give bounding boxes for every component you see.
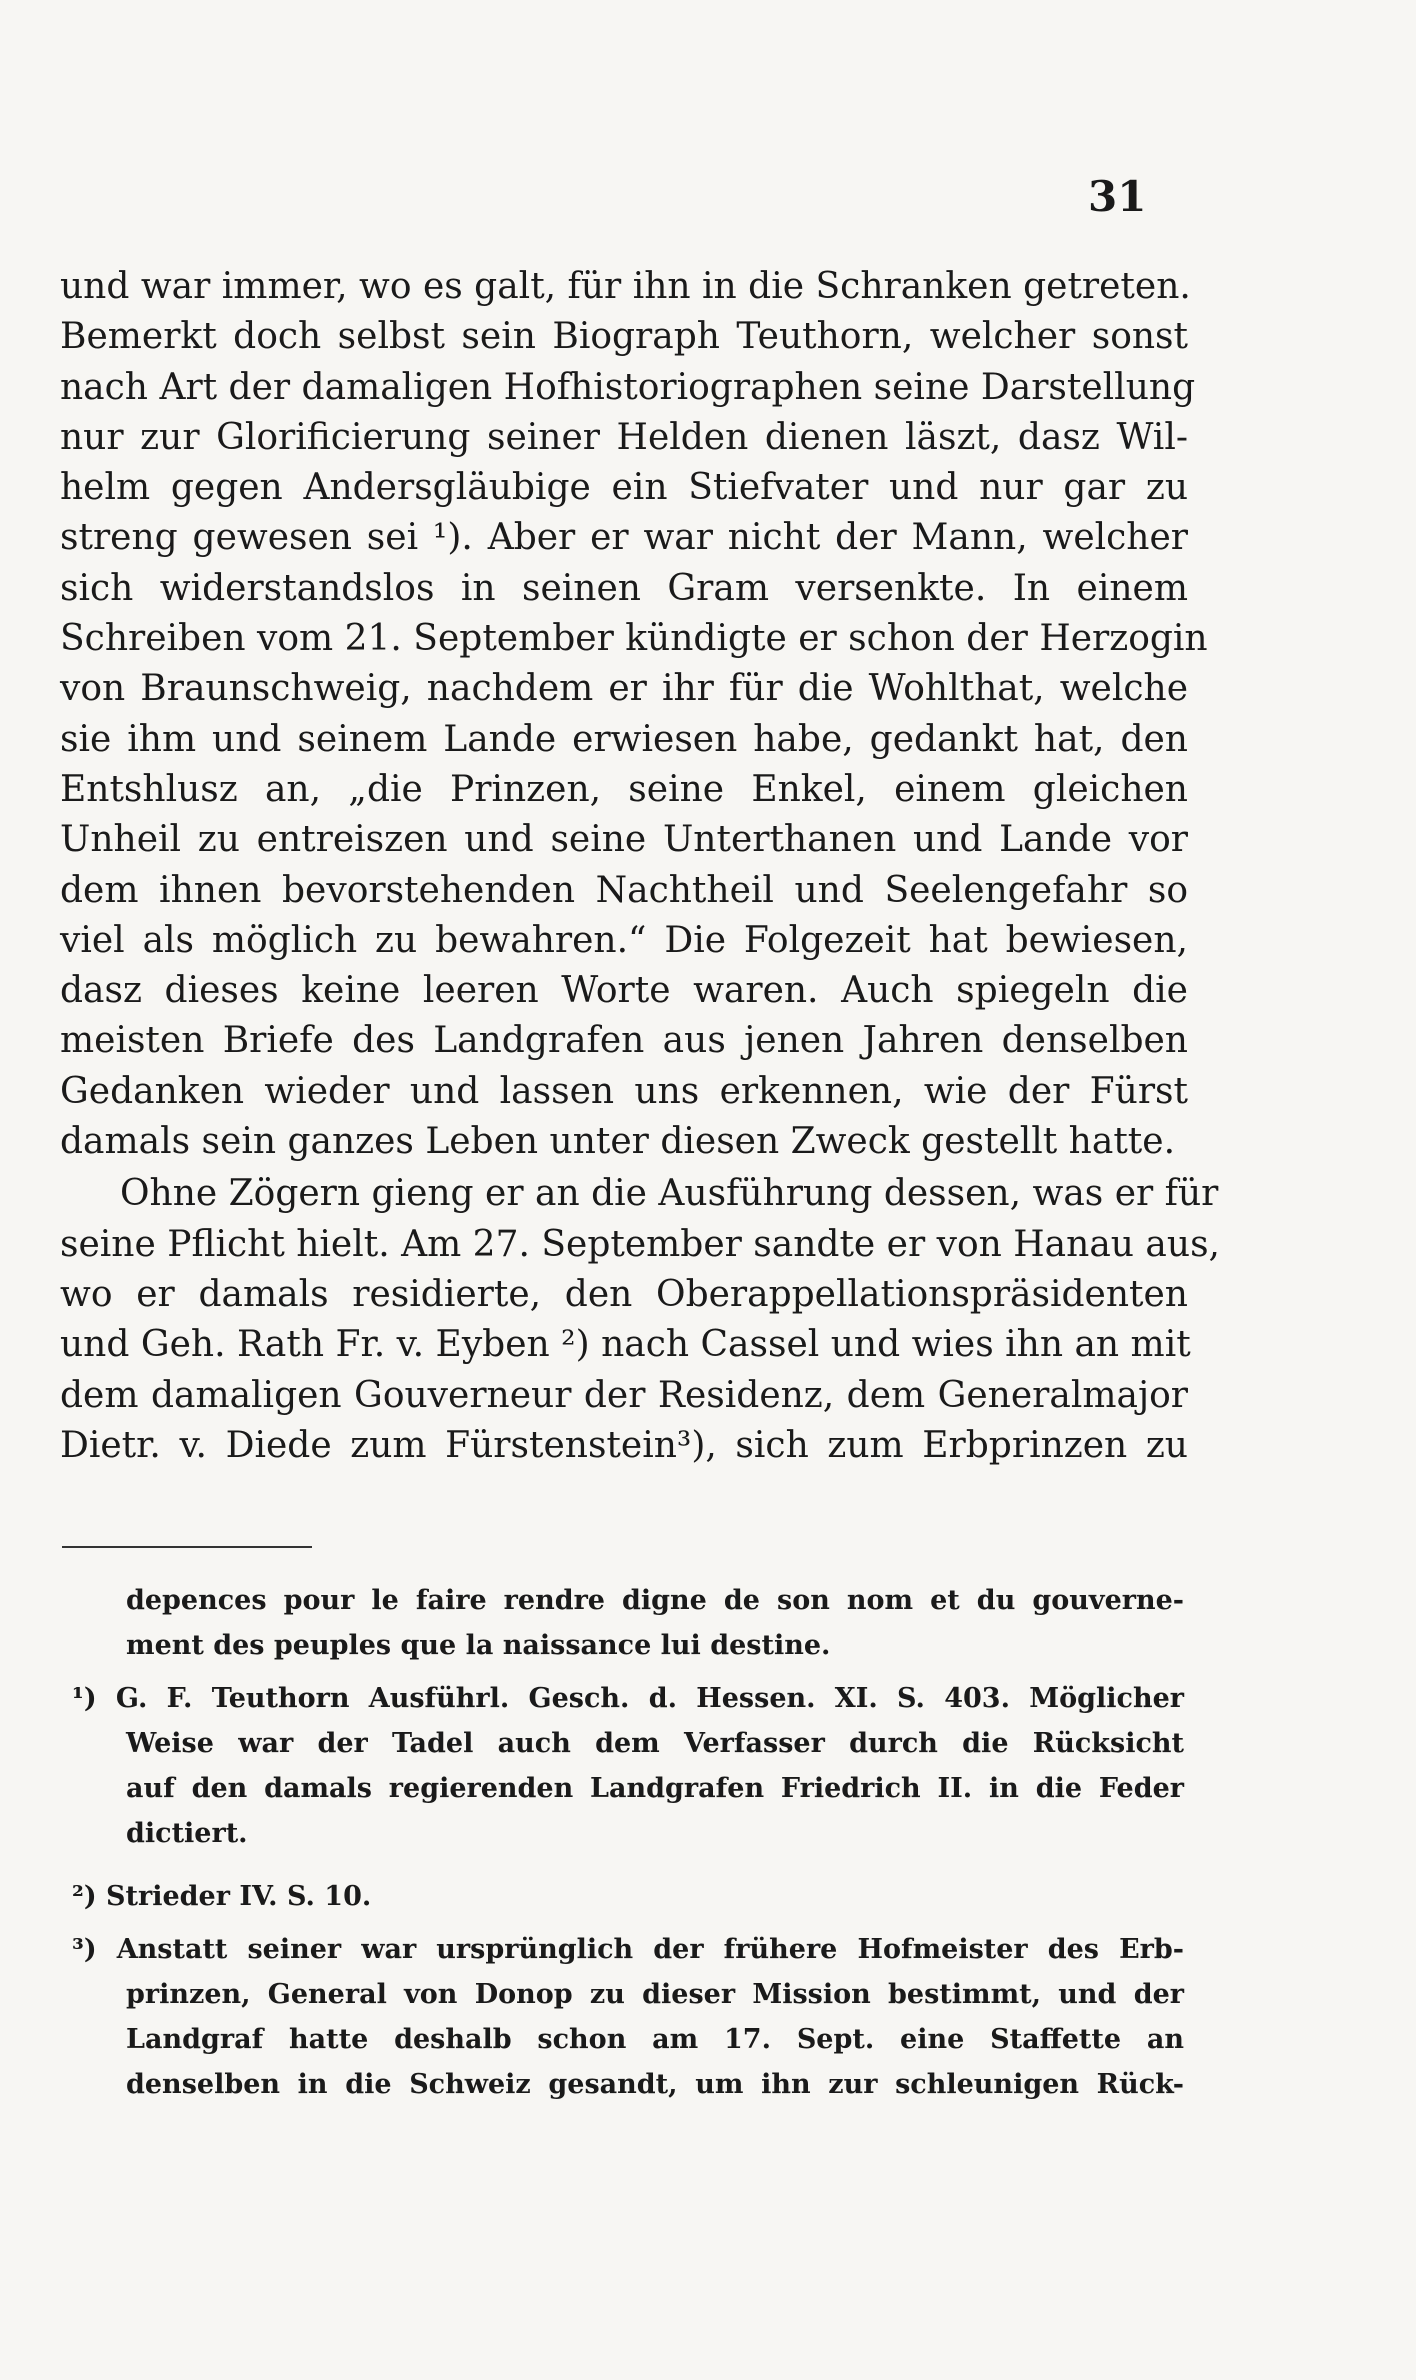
text-line: dem damaligen Gouverneur der Residenz, dem Generalmajor [60, 1374, 1188, 1416]
footnote-line: ¹) G. F. Teuthorn Ausführl. Gesch. d. Hessen. XI. S. 403. Möglicher [72, 1683, 1184, 1714]
text-line: seine Pflicht hielt. Am 27. September sandte er von Hanau aus, [60, 1223, 1220, 1265]
footnote-line: auf den damals regierenden Landgrafen Friedrich II. in die Feder [126, 1773, 1184, 1804]
text-line: von Braunschweig, nachdem er ihr für die Wohlthat, welche [60, 668, 1188, 710]
text-line: Schreiben vom 21. September kündigte er schon der Herzogin [60, 618, 1208, 660]
text-line: sich widerstandslos in seinen Gram versenkte. In einem [60, 567, 1188, 609]
text-line: Gedanken wieder und lassen uns erkennen, wie der Fürst [60, 1070, 1188, 1112]
main-text [60, 262, 1220, 1471]
page-number: 31 [1088, 172, 1147, 221]
footnote-line: ment des peuples que la naissance lui destine. [126, 1630, 831, 1661]
footnote-line: depences pour le faire rendre digne de son nom et du gouverne- [126, 1585, 1184, 1616]
text-line: dasz dieses keine leeren Worte waren. Auch spiegeln die [60, 970, 1188, 1012]
text-line: nach Art der damaligen Hofhistoriographen seine Darstellung [60, 366, 1196, 408]
text-line: Unheil zu entreiszen und seine Unterthanen und Lande vor [60, 819, 1188, 861]
text-line: Entshlusz an, „die Prinzen, seine Enkel, einem gleichen [60, 768, 1188, 810]
footnote-2 [72, 1874, 1184, 1919]
footnote-line: denselben in die Schweiz gesandt, um ihn zur schleunigen Rück- [126, 2069, 1184, 2100]
text-line: damals sein ganzes Leben unter diesen Zweck gestellt hatte. [60, 1121, 1176, 1163]
footnote-1 [72, 1676, 1184, 1856]
text-line: wo er damals residierte, den Oberappellationspräsidenten [60, 1273, 1188, 1315]
footnotes [72, 1578, 1184, 2115]
footnote-line: Landgraf hatte deshalb schon am 17. Sept. eine Staffette an [126, 2024, 1184, 2055]
footnote-line: ³) Anstatt seiner war ursprünglich der frühere Hofmeister des Erb- [72, 1934, 1184, 1965]
footnote-line: Weise war der Tadel auch dem Verfasser durch die Rücksicht [126, 1728, 1184, 1759]
footnote-separator [62, 1546, 312, 1548]
footnote-line: ²) Strieder IV. S. 10. [72, 1881, 372, 1912]
footnote-line: prinzen, General von Donop zu dieser Mission bestimmt, und der [126, 1979, 1184, 2010]
text-line: dem ihnen bevorstehenden Nachtheil und Seelengefahr so [60, 869, 1188, 911]
text-line: Bemerkt doch selbst sein Biograph Teuthorn, welcher sonst [60, 316, 1188, 358]
text-line: streng gewesen sei ¹). Aber er war nicht der Mann, welcher [60, 517, 1188, 559]
footnote-continuation [72, 1578, 1184, 1668]
footnote-3 [72, 1927, 1184, 2107]
text-line: Dietr. v. Diede zum Fürstenstein³), sich zum Erbprinzen zu [60, 1424, 1188, 1466]
text-line: und Geh. Rath Fr. v. Eyben ²) nach Cassel und wies ihn an mit [60, 1324, 1191, 1366]
text-line: viel als möglich zu bewahren.“ Die Folgezeit hat bewiesen, [60, 919, 1188, 961]
text-line: sie ihm und seinem Lande erwiesen habe, gedankt hat, den [60, 718, 1188, 760]
text-line: helm gegen Andersgläubige ein Stiefvater und nur gar zu [60, 467, 1188, 509]
text-line: und war immer, wo es galt, für ihn in die Schranken getreten. [60, 266, 1191, 307]
footnote-line: dictiert. [126, 1818, 248, 1849]
text-line: Ohne Zögern gieng er an die Ausführung dessen, was er für [120, 1173, 1219, 1215]
text-line: meisten Briefe des Landgrafen aus jenen Jahren denselben [60, 1020, 1188, 1062]
text-line: nur zur Glorificierung seiner Helden dienen läszt, dasz Wil- [60, 416, 1188, 458]
